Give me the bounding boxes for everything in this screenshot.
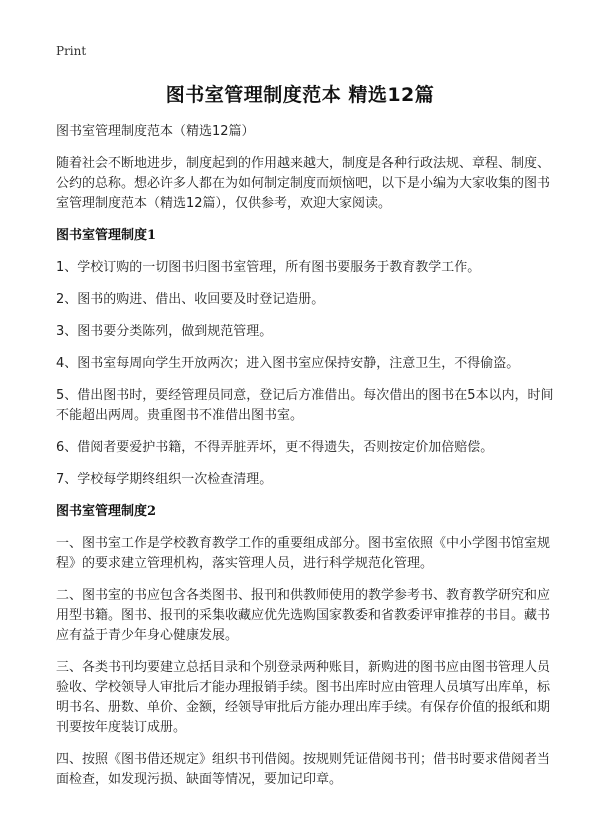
list-item: 三、各类书刊均要建立总括目录和个别登录两种账目，新购进的图书应由图书管理人员验收、学校领导人审批后才能办理报销手续。图书出库时应由管理人员填写出库单，标明书名、册数、单价、金额，经领导审批后方能办理出库手续。有保存价值的报纸和期刊要按年度装订成册。 [56,660,551,735]
document-body [56,122,556,802]
section-heading-2: 图书室管理制度2 [56,504,157,519]
document-subtitle: 图书室管理制度范本（精选12篇） [56,124,255,139]
list-item: 1、学校订购的一切图书归图书室管理，所有图书要服务于教育教学工作。 [56,260,481,275]
list-item: 一、图书室工作是学校教育教学工作的重要组成部分。图书室依照《中小学图书馆室规程》的要求建立管理机构，落实管理人员，进行科学规范化管理。 [56,536,551,571]
page-title: 图书室管理制度范本 精选12篇 [165,84,435,106]
intro-paragraph: 随着社会不断地进步，制度起到的作用越来越大，制度是各种行政法规、章程、制度、公约的总称。想必许多人都在为如何制定制度而烦恼吧，以下是小编为大家收集的图书室管理制度范本（精选12篇），仅供参考，欢迎大家阅读。 [56,156,551,211]
list-item: 4、图书室每周向学生开放两次；进入图书室应保持安静，注意卫生，不得偷盗。 [56,356,520,371]
list-item: 5、借出图书时，要经管理员同意，登记后方准借出。每次借出的图书在5本以内，时间不能超出两周。贵重图书不准借出图书室。 [56,388,554,423]
list-item: 6、借阅者要爱护书籍，不得弄脏弄坏，更不得遗失，否则按定价加倍赔偿。 [56,440,494,455]
list-item: 3、图书要分类陈列，做到规范管理。 [56,324,273,339]
section-heading-1: 图书室管理制度1 [56,228,157,243]
list-item: 7、学校每学期终组织一次检查清理。 [56,472,273,487]
print-label[interactable]: Print [56,44,87,58]
list-item: 四、按照《图书借还规定》组织书刊借阅。按规则凭证借阅书刊；借书时要求借阅者当面检查，如发现污损、缺面等情况，要加记印章。 [56,752,551,787]
list-item: 2、图书的购进、借出、收回要及时登记造册。 [56,292,325,307]
list-item: 二、图书室的书应包含各类图书、报刊和供教师使用的教学参考书、教育教学研究和应用型书籍。图书、报刊的采集收藏应优先选购国家教委和省教委评审推荐的书目。藏书应有益于青少年身心健康发展。 [56,588,551,643]
